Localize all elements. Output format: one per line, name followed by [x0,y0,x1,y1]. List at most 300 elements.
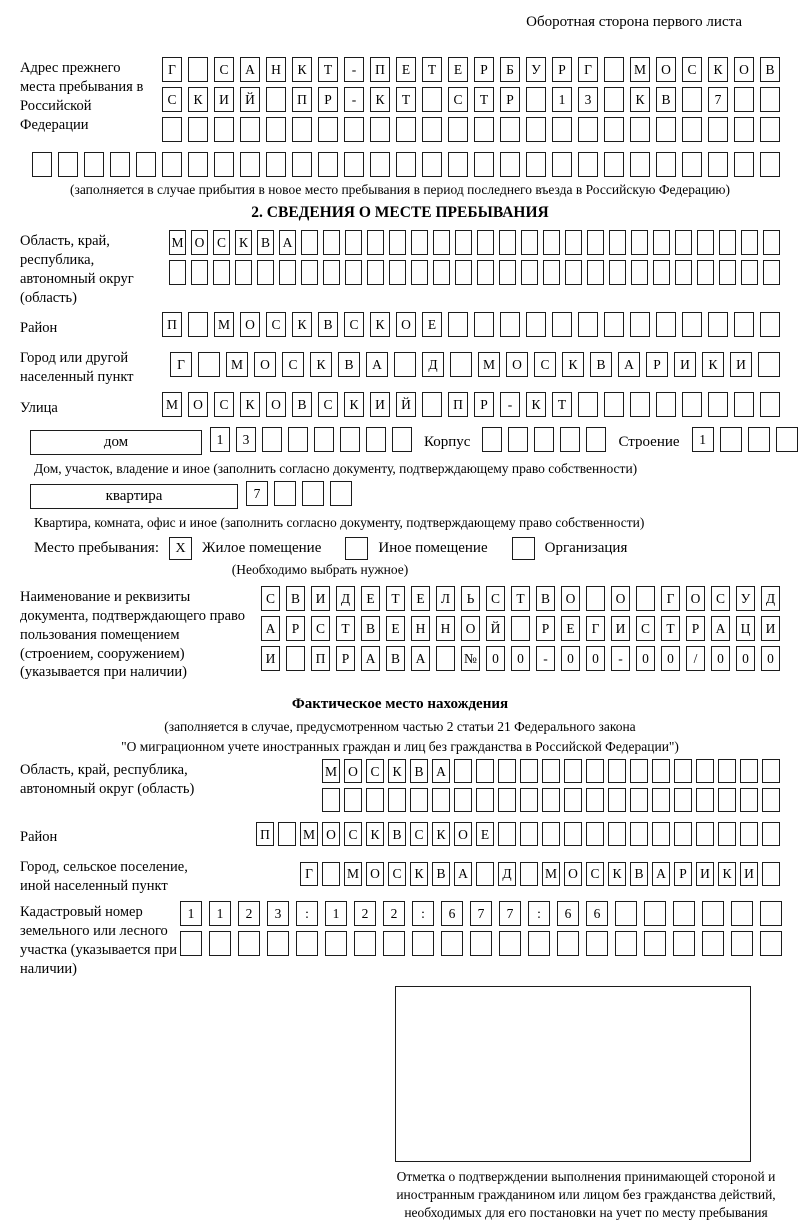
char-cell[interactable] [604,392,624,417]
char-cell[interactable]: М [542,862,560,886]
char-cell[interactable] [718,759,736,783]
char-cell[interactable] [734,87,754,112]
char-cell[interactable]: Р [536,616,555,641]
char-cell[interactable] [162,117,182,142]
char-cell[interactable] [653,230,670,255]
char-cell[interactable]: К [240,392,260,417]
char-cell[interactable]: В [388,822,406,846]
char-cell[interactable] [578,117,598,142]
char-cell[interactable]: О [254,352,276,377]
char-cell[interactable] [521,260,538,285]
char-cell[interactable]: О [240,312,260,337]
char-cell[interactable] [345,260,362,285]
char-cell[interactable]: - [500,392,520,417]
char-cell[interactable]: Н [411,616,430,641]
char-cell[interactable] [526,117,546,142]
char-cell[interactable] [630,759,648,783]
char-cell[interactable] [411,260,428,285]
char-cell[interactable]: Р [646,352,668,377]
char-cell[interactable]: 1 [692,427,714,452]
char-cell[interactable] [500,312,520,337]
char-cell[interactable]: И [674,352,696,377]
char-cell[interactable] [630,312,650,337]
char-cell[interactable]: К [388,759,406,783]
char-cell[interactable] [708,312,728,337]
char-cell[interactable] [734,152,754,177]
char-cell[interactable] [675,260,692,285]
checkbox-inoe[interactable] [345,537,368,560]
char-cell[interactable] [776,427,798,452]
char-cell[interactable] [520,759,538,783]
char-cell[interactable]: А [652,862,670,886]
char-cell[interactable] [748,427,770,452]
char-cell[interactable]: Т [386,586,405,611]
char-cell[interactable] [474,312,494,337]
char-cell[interactable] [209,931,231,956]
char-cell[interactable] [296,931,318,956]
char-cell[interactable] [740,759,758,783]
checkbox-zhiloe[interactable]: X [169,537,192,560]
char-cell[interactable]: О [564,862,582,886]
char-cell[interactable] [32,152,52,177]
char-cell[interactable]: / [686,646,705,671]
char-cell[interactable]: 1 [209,901,231,926]
char-cell[interactable] [760,117,780,142]
char-cell[interactable] [615,931,637,956]
char-cell[interactable]: : [528,901,550,926]
char-cell[interactable] [302,481,324,506]
char-cell[interactable]: Е [561,616,580,641]
char-cell[interactable]: Д [498,862,516,886]
char-cell[interactable] [542,788,560,812]
char-cell[interactable]: 2 [354,901,376,926]
char-cell[interactable] [476,862,494,886]
char-cell[interactable] [630,392,650,417]
char-cell[interactable]: С [214,57,234,82]
char-cell[interactable]: В [292,392,312,417]
char-cell[interactable]: И [730,352,752,377]
char-cell[interactable]: П [448,392,468,417]
char-cell[interactable]: К [370,312,390,337]
char-cell[interactable] [741,260,758,285]
char-cell[interactable] [674,788,692,812]
char-cell[interactable]: М [630,57,650,82]
char-cell[interactable]: 2 [383,901,405,926]
char-cell[interactable] [652,788,670,812]
char-cell[interactable] [188,312,208,337]
char-cell[interactable]: Р [474,57,494,82]
char-cell[interactable]: С [318,392,338,417]
char-cell[interactable] [673,901,695,926]
char-cell[interactable] [436,646,455,671]
char-cell[interactable]: М [226,352,248,377]
char-cell[interactable]: Ь [461,586,480,611]
char-cell[interactable] [450,352,472,377]
char-cell[interactable]: К [370,87,390,112]
char-cell[interactable] [498,759,516,783]
char-cell[interactable] [240,117,260,142]
char-cell[interactable]: А [361,646,380,671]
char-cell[interactable]: И [311,586,330,611]
char-cell[interactable] [422,392,442,417]
char-cell[interactable] [214,117,234,142]
char-cell[interactable]: В [590,352,612,377]
char-cell[interactable]: Р [686,616,705,641]
char-cell[interactable]: А [454,862,472,886]
char-cell[interactable]: К [608,862,626,886]
char-cell[interactable] [240,152,260,177]
char-cell[interactable] [586,788,604,812]
char-cell[interactable]: Й [396,392,416,417]
char-cell[interactable]: 0 [511,646,530,671]
char-cell[interactable] [278,822,296,846]
char-cell[interactable] [740,788,758,812]
char-cell[interactable]: В [410,759,428,783]
char-cell[interactable]: В [630,862,648,886]
char-cell[interactable] [604,152,624,177]
char-cell[interactable]: И [370,392,390,417]
char-cell[interactable] [448,312,468,337]
char-cell[interactable] [734,392,754,417]
char-cell[interactable] [740,822,758,846]
char-cell[interactable]: О [266,392,286,417]
char-cell[interactable]: Е [361,586,380,611]
char-cell[interactable]: С [682,57,702,82]
char-cell[interactable]: В [318,312,338,337]
char-cell[interactable] [586,586,605,611]
char-cell[interactable] [476,788,494,812]
char-cell[interactable]: М [169,230,186,255]
char-cell[interactable]: О [366,862,384,886]
char-cell[interactable]: С [213,230,230,255]
char-cell[interactable]: Д [336,586,355,611]
char-cell[interactable] [608,822,626,846]
char-cell[interactable]: О [344,759,362,783]
char-cell[interactable] [388,788,406,812]
char-cell[interactable]: И [696,862,714,886]
char-cell[interactable] [322,862,340,886]
char-cell[interactable] [441,931,463,956]
char-cell[interactable]: Г [300,862,318,886]
char-cell[interactable] [366,427,386,452]
char-cell[interactable] [586,822,604,846]
char-cell[interactable] [344,117,364,142]
char-cell[interactable] [526,312,546,337]
char-cell[interactable]: Т [396,87,416,112]
char-cell[interactable]: С [534,352,556,377]
char-cell[interactable]: Р [500,87,520,112]
char-cell[interactable] [301,260,318,285]
char-cell[interactable] [279,260,296,285]
char-cell[interactable] [344,788,362,812]
char-cell[interactable]: А [411,646,430,671]
char-cell[interactable]: М [322,759,340,783]
char-cell[interactable]: Г [170,352,192,377]
char-cell[interactable] [262,427,282,452]
char-cell[interactable] [470,931,492,956]
char-cell[interactable]: А [618,352,640,377]
char-cell[interactable]: С [311,616,330,641]
char-cell[interactable]: К [718,862,736,886]
char-cell[interactable] [84,152,104,177]
char-cell[interactable] [543,260,560,285]
char-cell[interactable]: С [388,862,406,886]
char-cell[interactable]: М [478,352,500,377]
char-cell[interactable] [656,312,676,337]
char-cell[interactable] [325,931,347,956]
char-cell[interactable]: К [344,392,364,417]
char-cell[interactable] [734,117,754,142]
char-cell[interactable] [762,822,780,846]
char-cell[interactable] [682,392,702,417]
char-cell[interactable]: И [740,862,758,886]
char-cell[interactable] [587,230,604,255]
char-cell[interactable] [604,117,624,142]
char-cell[interactable] [477,260,494,285]
char-cell[interactable]: - [536,646,555,671]
char-cell[interactable]: Т [336,616,355,641]
char-cell[interactable] [719,230,736,255]
char-cell[interactable] [162,152,182,177]
char-cell[interactable] [697,230,714,255]
char-cell[interactable]: С [410,822,428,846]
char-cell[interactable] [383,931,405,956]
char-cell[interactable] [292,117,312,142]
char-cell[interactable] [188,117,208,142]
char-cell[interactable]: - [344,57,364,82]
char-cell[interactable]: С [448,87,468,112]
char-cell[interactable] [389,260,406,285]
char-cell[interactable] [696,822,714,846]
char-cell[interactable] [499,230,516,255]
char-cell[interactable]: Л [436,586,455,611]
char-cell[interactable]: П [162,312,182,337]
char-cell[interactable] [454,759,472,783]
checkbox-organizaciya[interactable] [512,537,535,560]
char-cell[interactable]: И [214,87,234,112]
char-cell[interactable] [760,901,782,926]
char-cell[interactable]: В [338,352,360,377]
char-cell[interactable]: П [292,87,312,112]
char-cell[interactable] [191,260,208,285]
char-cell[interactable] [760,312,780,337]
char-cell[interactable] [630,117,650,142]
char-cell[interactable]: О [656,57,676,82]
char-cell[interactable] [760,152,780,177]
char-cell[interactable] [499,931,521,956]
char-cell[interactable]: Е [422,312,442,337]
char-cell[interactable] [542,759,560,783]
char-cell[interactable]: П [256,822,274,846]
char-cell[interactable]: С [344,822,362,846]
char-cell[interactable]: О [188,392,208,417]
char-cell[interactable] [682,87,702,112]
char-cell[interactable]: 6 [441,901,463,926]
char-cell[interactable]: Й [240,87,260,112]
char-cell[interactable] [367,230,384,255]
char-cell[interactable] [520,862,538,886]
char-cell[interactable] [702,931,724,956]
char-cell[interactable] [682,312,702,337]
char-cell[interactable] [266,152,286,177]
char-cell[interactable] [323,230,340,255]
char-cell[interactable] [520,788,538,812]
char-cell[interactable] [552,117,572,142]
char-cell[interactable]: П [370,57,390,82]
char-cell[interactable] [526,87,546,112]
char-cell[interactable]: С [266,312,286,337]
char-cell[interactable] [630,788,648,812]
char-cell[interactable] [734,312,754,337]
char-cell[interactable] [552,152,572,177]
char-cell[interactable] [448,152,468,177]
char-cell[interactable]: С [261,586,280,611]
char-cell[interactable]: У [526,57,546,82]
char-cell[interactable] [702,901,724,926]
char-cell[interactable] [367,260,384,285]
char-cell[interactable]: Ц [736,616,755,641]
char-cell[interactable]: К [292,57,312,82]
char-cell[interactable]: С [162,87,182,112]
char-cell[interactable]: 1 [180,901,202,926]
char-cell[interactable]: Д [761,586,780,611]
char-cell[interactable] [636,586,655,611]
char-cell[interactable] [455,230,472,255]
char-cell[interactable] [653,260,670,285]
char-cell[interactable] [708,392,728,417]
char-cell[interactable] [422,152,442,177]
char-cell[interactable] [455,260,472,285]
char-cell[interactable]: К [630,87,650,112]
char-cell[interactable] [762,788,780,812]
char-cell[interactable]: 0 [561,646,580,671]
char-cell[interactable]: О [396,312,416,337]
char-cell[interactable]: К [702,352,724,377]
char-cell[interactable] [696,788,714,812]
char-cell[interactable] [708,152,728,177]
char-cell[interactable]: М [214,312,234,337]
char-cell[interactable] [498,822,516,846]
char-cell[interactable] [609,260,626,285]
char-cell[interactable]: С [344,312,364,337]
char-cell[interactable] [520,822,538,846]
char-cell[interactable] [720,427,742,452]
char-cell[interactable]: 1 [325,901,347,926]
char-cell[interactable] [394,352,416,377]
char-cell[interactable]: Р [318,87,338,112]
char-cell[interactable] [758,352,780,377]
char-cell[interactable]: М [300,822,318,846]
char-cell[interactable] [422,87,442,112]
char-cell[interactable]: Р [286,616,305,641]
char-cell[interactable]: К [366,822,384,846]
char-cell[interactable] [608,788,626,812]
char-cell[interactable]: 7 [246,481,268,506]
char-cell[interactable] [630,152,650,177]
char-cell[interactable]: А [240,57,260,82]
char-cell[interactable]: О [461,616,480,641]
char-cell[interactable]: Г [586,616,605,641]
char-cell[interactable]: 1 [552,87,572,112]
char-cell[interactable] [498,788,516,812]
char-cell[interactable]: С [711,586,730,611]
char-cell[interactable]: 6 [557,901,579,926]
char-cell[interactable] [674,822,692,846]
char-cell[interactable] [477,230,494,255]
char-cell[interactable] [318,117,338,142]
char-cell[interactable]: О [611,586,630,611]
char-cell[interactable] [370,152,390,177]
char-cell[interactable]: Р [336,646,355,671]
char-cell[interactable] [508,427,528,452]
char-cell[interactable]: В [760,57,780,82]
char-cell[interactable] [762,862,780,886]
char-cell[interactable] [110,152,130,177]
char-cell[interactable] [474,152,494,177]
char-cell[interactable] [433,230,450,255]
char-cell[interactable]: В [286,586,305,611]
char-cell[interactable] [718,822,736,846]
char-cell[interactable] [274,481,296,506]
char-cell[interactable] [708,117,728,142]
char-cell[interactable] [644,931,666,956]
char-cell[interactable] [411,230,428,255]
char-cell[interactable]: С [636,616,655,641]
char-cell[interactable]: В [386,646,405,671]
char-cell[interactable] [292,152,312,177]
char-cell[interactable] [760,392,780,417]
char-cell[interactable] [557,931,579,956]
char-cell[interactable] [565,260,582,285]
char-cell[interactable]: В [432,862,450,886]
char-cell[interactable] [286,646,305,671]
char-cell[interactable]: 7 [708,87,728,112]
char-cell[interactable] [136,152,156,177]
char-cell[interactable]: Р [674,862,692,886]
char-cell[interactable] [345,230,362,255]
char-cell[interactable] [366,788,384,812]
char-cell[interactable] [560,427,580,452]
char-cell[interactable] [564,759,582,783]
char-cell[interactable] [454,788,472,812]
char-cell[interactable] [675,230,692,255]
char-cell[interactable] [718,788,736,812]
char-cell[interactable]: К [562,352,584,377]
char-cell[interactable] [760,931,782,956]
char-cell[interactable] [301,230,318,255]
char-cell[interactable] [499,260,516,285]
char-cell[interactable]: О [454,822,472,846]
char-cell[interactable] [586,931,608,956]
char-cell[interactable] [697,260,714,285]
char-cell[interactable] [235,260,252,285]
char-cell[interactable] [673,931,695,956]
char-cell[interactable]: 3 [578,87,598,112]
char-cell[interactable] [266,117,286,142]
char-cell[interactable]: О [506,352,528,377]
char-cell[interactable] [731,901,753,926]
char-cell[interactable]: Б [500,57,520,82]
char-cell[interactable] [288,427,308,452]
char-cell[interactable] [534,427,554,452]
char-cell[interactable] [578,152,598,177]
char-cell[interactable]: 0 [636,646,655,671]
char-cell[interactable] [396,152,416,177]
char-cell[interactable] [615,901,637,926]
char-cell[interactable]: - [611,646,630,671]
char-cell[interactable] [370,117,390,142]
char-cell[interactable]: С [586,862,604,886]
